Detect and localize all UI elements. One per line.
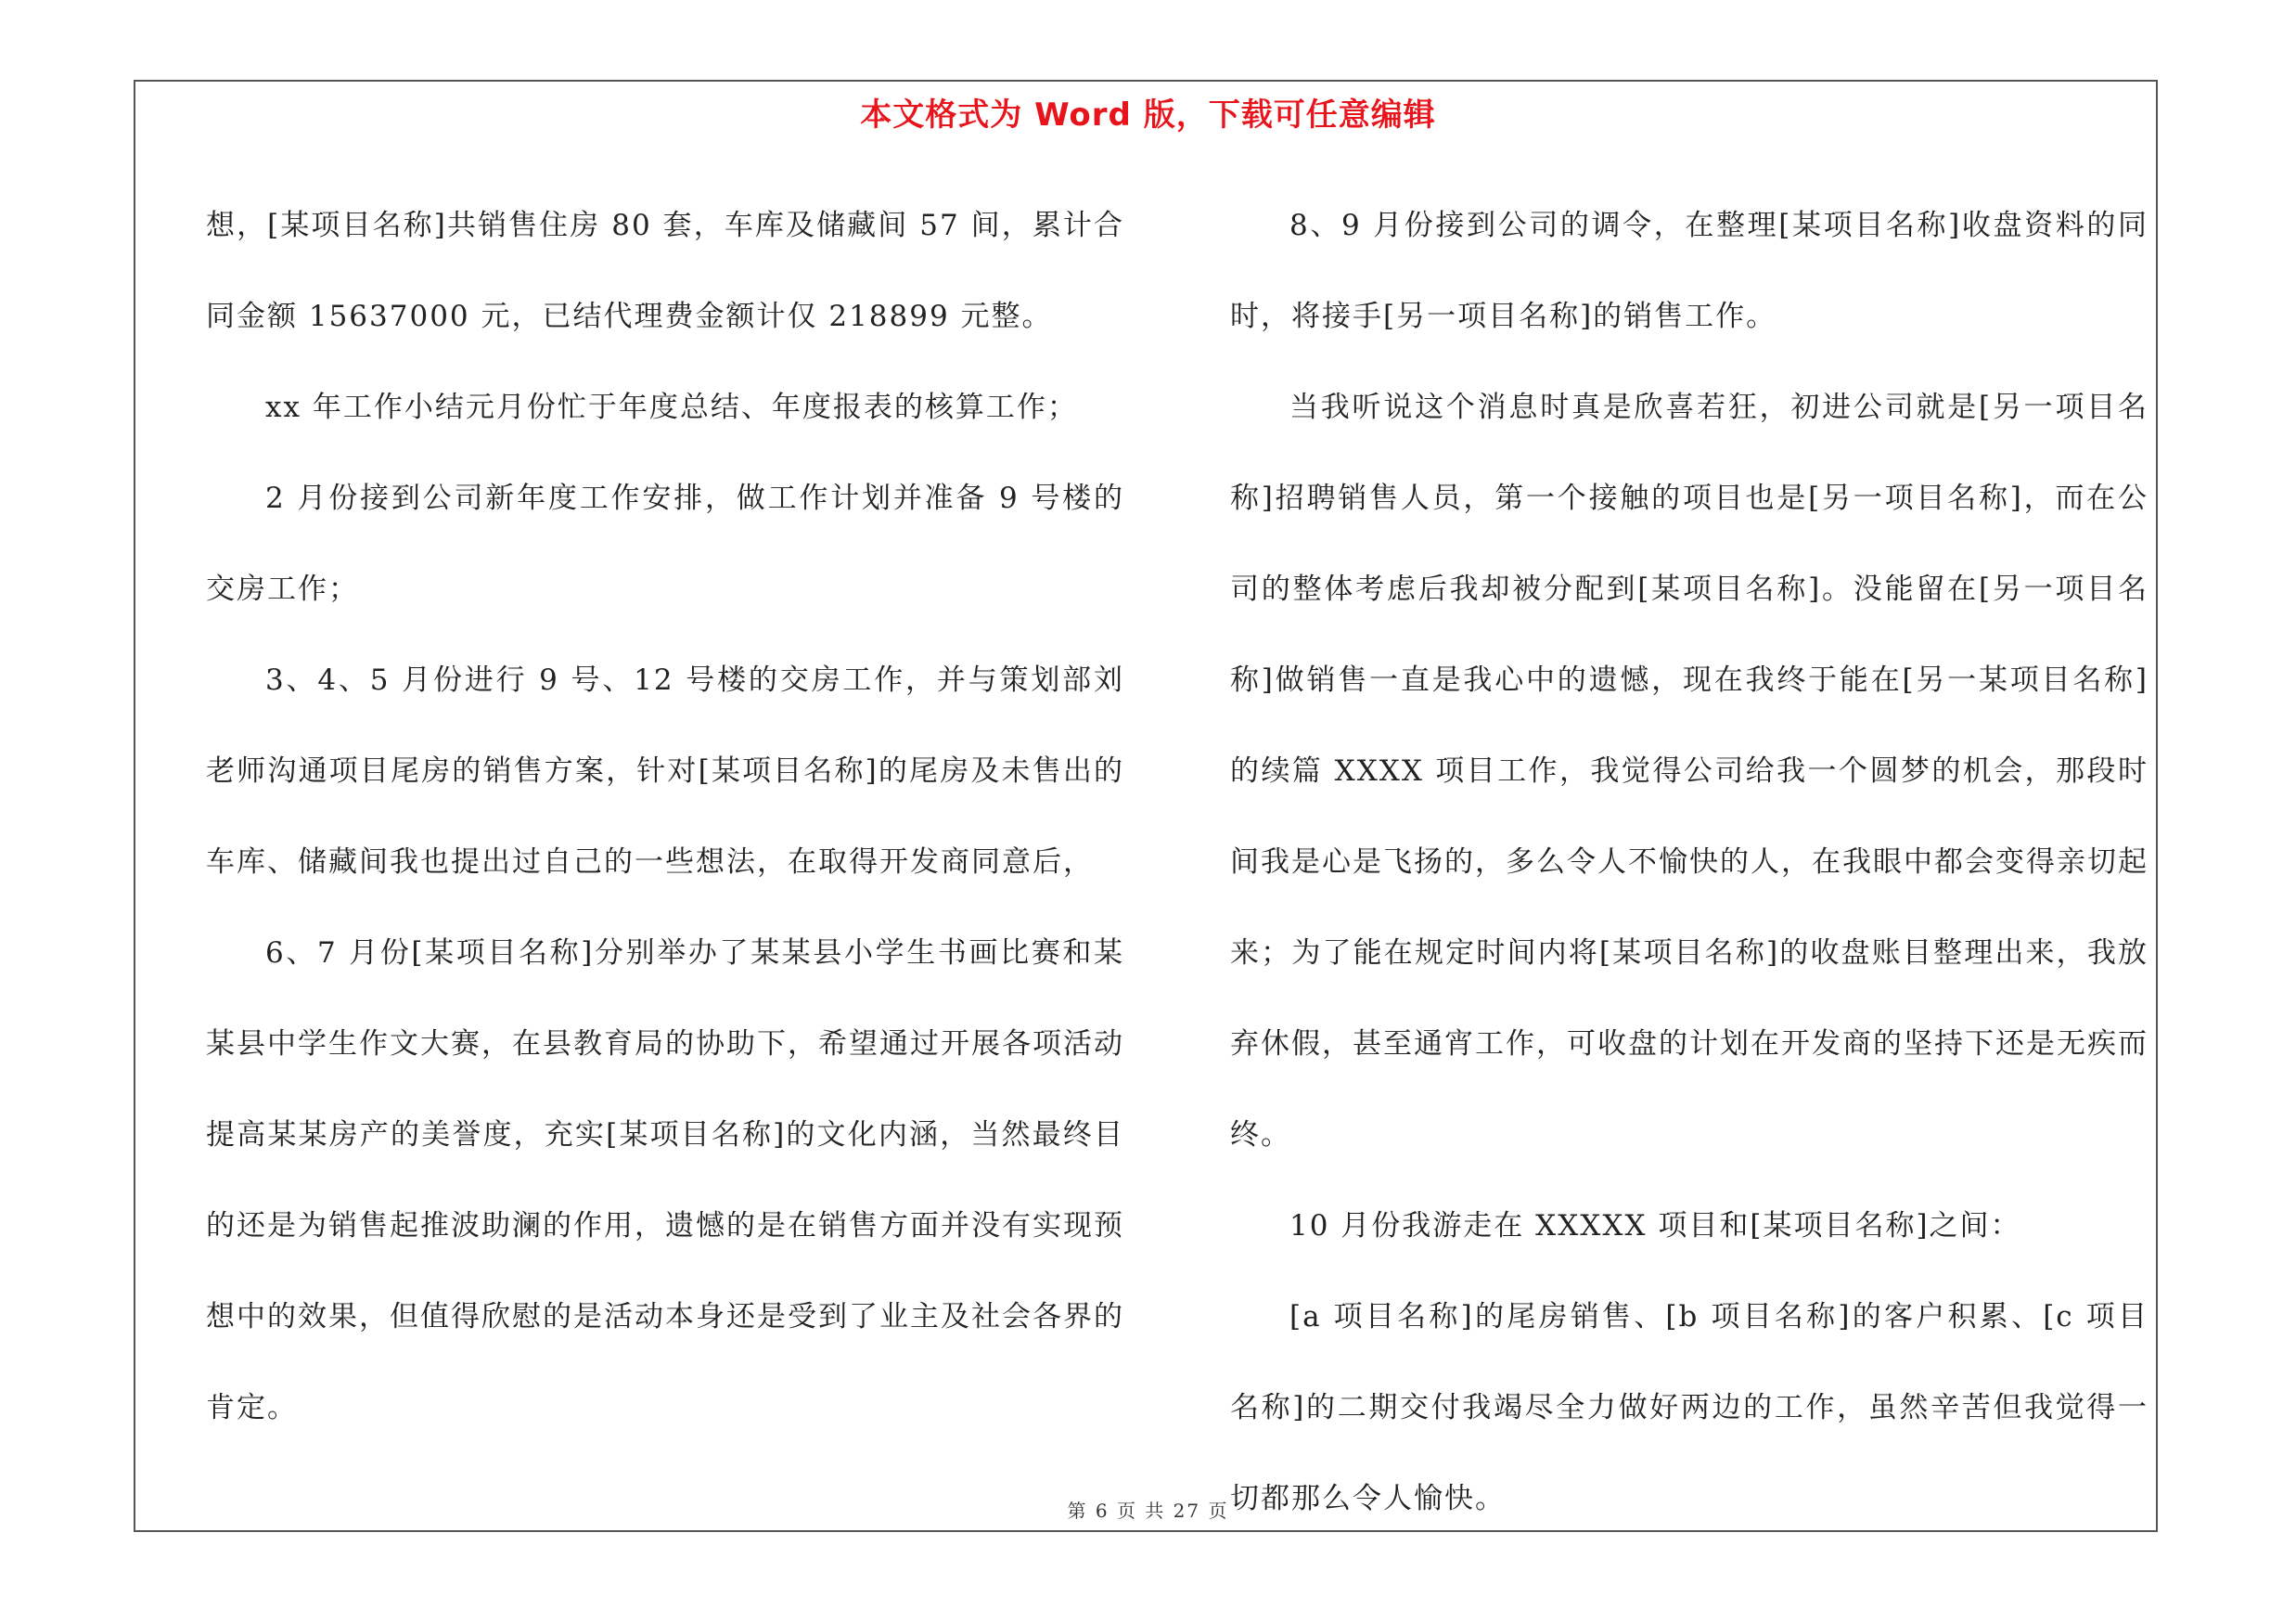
page-number: 第 6 页 共 27 页	[1067, 1500, 1229, 1522]
paragraph: xx 年工作小结元月份忙于年度总结、年度报表的核算工作；	[265, 391, 1078, 424]
paragraph: 2 月份接到公司新年度工作安排，做工作计划并准备 9 号楼的交房工作；	[206, 482, 1124, 606]
paragraph: 8、9 月份接到公司的调令，在整理[某项目名称]收盘资料的同时，将接手[另一项目名称]的销售工作。	[1230, 209, 2148, 333]
left-text-column	[206, 180, 1124, 1453]
paragraph: 想，[某项目名称]共销售住房 80 套，车库及储藏间 57 间，累计合同金额 15637000 元，已结代理费金额计仅 218899 元整。	[206, 209, 1124, 333]
word-format-banner: 本文格式为 Word 版，下载可任意编辑	[860, 97, 1436, 134]
paragraph: [a 项目名称]的尾房销售、[b 项目名称]的客户积累、[c 项目名称]的二期交付我竭尽全力做好两边的工作，虽然辛苦但我觉得一切都那么令人愉快。	[1230, 1300, 2148, 1515]
paragraph: 6、7 月份[某项目名称]分别举办了某某县小学生书画比赛和某某县中学生作文大赛，在县教育局的协助下，希望通过开展各项活动提高某某房产的美誉度，充实[某项目名称]的文化内涵，当然最终目的还是为销售起推波助澜的作用，遗憾的是在销售方面并没有实现预想中的效果，但值得欣慰的是活动本身还是受到了业主及社会各界的肯定。	[206, 936, 1124, 1424]
paragraph: 10 月份我游走在 XXXXX 项目和[某项目名称]之间：	[1289, 1209, 2021, 1243]
paragraph: 当我听说这个消息时真是欣喜若狂，初进公司就是[另一项目名称]招聘销售人员，第一个接触的项目也是[另一项目名称]，而在公司的整体考虑后我却被分配到[某项目名称]。没能留在[另一项目名称]做销售一直是我心中的遗憾，现在我终于能在[另一某项目名称]的续篇 XXXX 项目工作，我觉得公司给我一个圆梦的机会，那段时间我是心是飞扬的，多么令人不愉快的人，在我眼中都会变得亲切起来；为了能在规定时间内将[某项目名称]的收盘账目整理出来，我放弃休假，甚至通宵工作，可收盘的计划在开发商的坚持下还是无疾而终。	[1230, 391, 2148, 1152]
paragraph: 3、4、5 月份进行 9 号、12 号楼的交房工作，并与策划部刘老师沟通项目尾房的销售方案，针对[某项目名称]的尾房及未售出的车库、储藏间我也提出过自己的一些想法，在取得开发商同意后，	[206, 663, 1124, 879]
right-text-column	[1230, 180, 2148, 1544]
